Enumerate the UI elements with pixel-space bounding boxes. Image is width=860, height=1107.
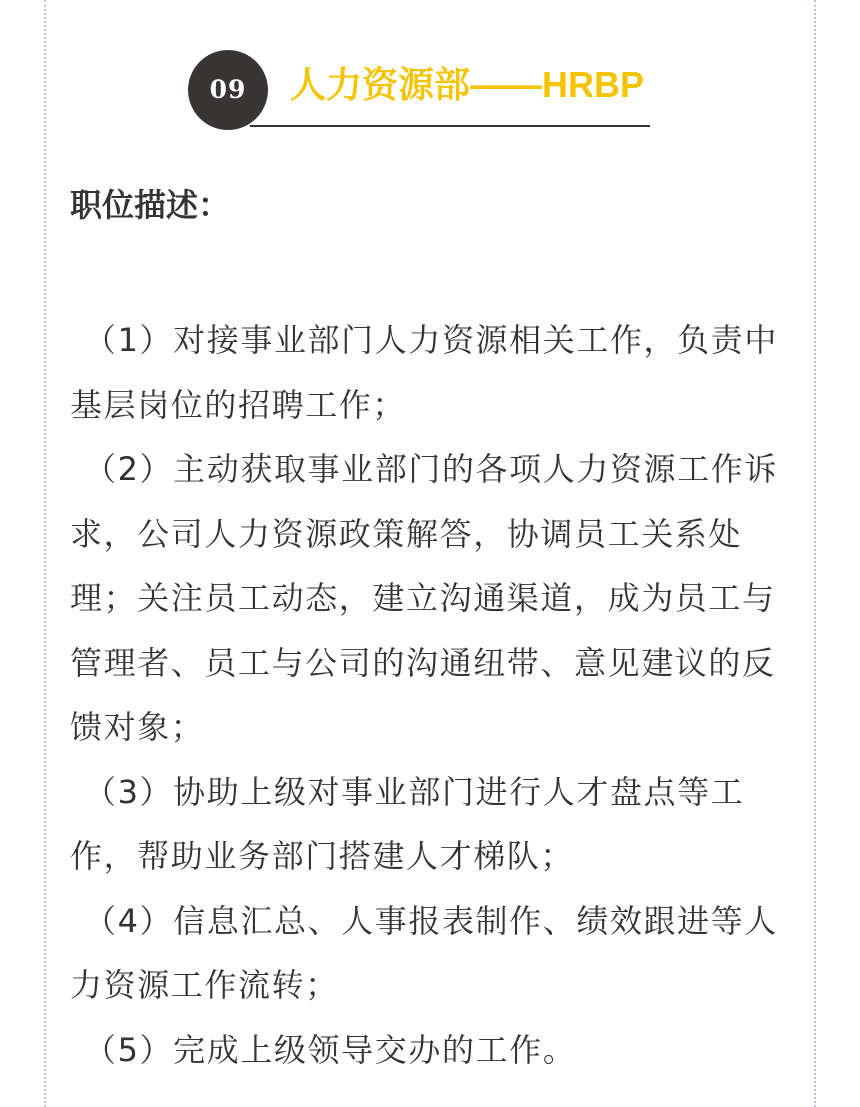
- section-number-badge: 09: [188, 50, 268, 130]
- duty-item-4: （4）信息汇总、人事报表制作、绩效跟进等人力资源工作流转；: [70, 901, 778, 1004]
- job-description-label: 职位描述：: [70, 186, 231, 224]
- duty-item-2: （2）主动获取事业部门的各项人力资源工作诉求，公司人力资源政策解答，协调员工关系处理；关注员工动态，建立沟通渠道，成为员工与管理者、员工与公司的沟通纽带、意见建议的反馈对象；: [70, 450, 778, 746]
- right-dotted-border: [814, 0, 816, 1107]
- duty-item-1: （1）对接事业部门人力资源相关工作，负责中基层岗位的招聘工作；: [70, 321, 778, 424]
- duty-item-5: （5）完成上级领导交办的工作。: [84, 1030, 577, 1069]
- left-dotted-border: [44, 0, 46, 1107]
- title-underline: [250, 125, 650, 127]
- duty-item-3: （3）协助上级对事业部门进行人才盘点等工作，帮助业务部门搭建人才梯队；: [70, 772, 745, 875]
- duty-list: [70, 308, 792, 1082]
- section-title: 人力资源部——HRBP: [290, 64, 645, 105]
